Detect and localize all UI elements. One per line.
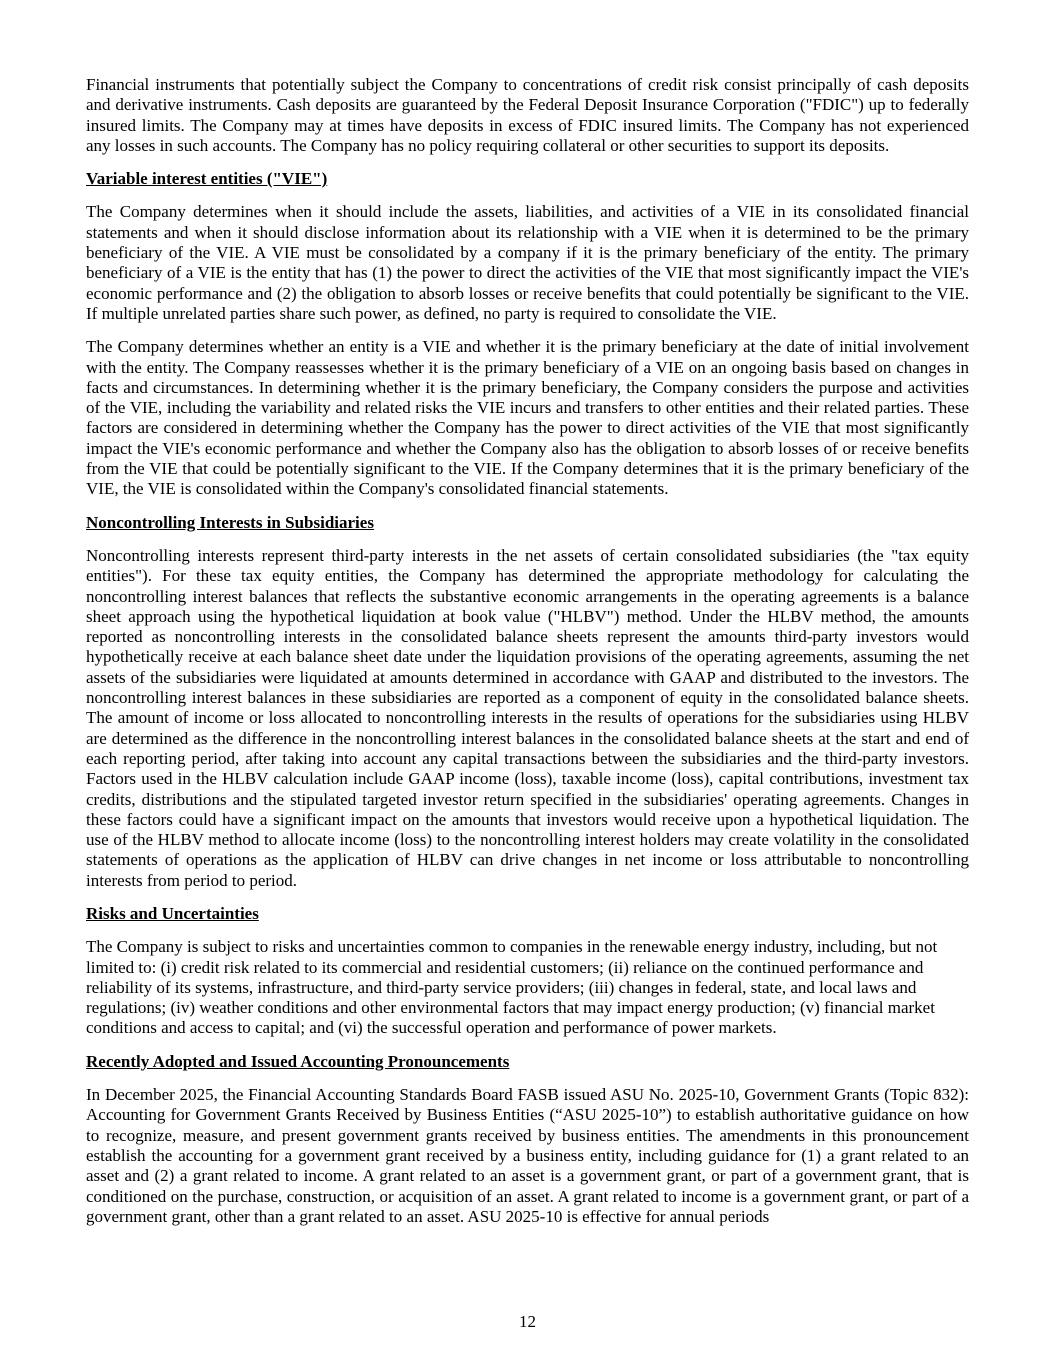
- heading-noncontrolling-interests: Noncontrolling Interests in Subsidiaries: [86, 512, 374, 532]
- paragraph-vie-consolidation-criteria: The Company determines when it should include the assets, liabilities, and activities of a VIE in its consolidated financial statements and when it should disclose information about its relationship with a VIE when it is determined to be the primary beneficiary of the VIE. A VIE must be consolidated by a company if it is the primary beneficiary of the entity. The primary beneficiary of a VIE is the entity that has (1) the power to direct the activities of the VIE that most significantly impact the VIE's economic performance and (2) the obligation to absorb losses or receive benefits that could potentially be significant to the VIE. If multiple unrelated parties share such power, as defined, no party is required to consolidate the VIE.: [86, 202, 969, 323]
- paragraph-credit-risk-concentrations: Financial instruments that potentially subject the Company to concentrations of credit risk consist principally of cash deposits and derivative instruments. Cash deposits are guaranteed by the Federal Deposit Insurance Corporation ("FDIC") up to federally insured limits. The Company may at times have deposits in excess of FDIC insured limits. The Company has not experienced any losses in such accounts. The Company has no policy requiring collateral or other securities to support its deposits.: [86, 75, 969, 155]
- paragraph-risks-and-uncertainties: The Company is subject to risks and uncertainties common to companies in the renewable energy industry, including, but not limited to: (i) credit risk related to its commercial and residential customers; (ii) reliance on the continued performance and reliability of its systems, infrastructure, and third-party service providers; (iii) changes in federal, state, and local laws and regulations; (iv) weather conditions and other environmental factors that may impact energy production; (v) financial market conditions and access to capital; and (vi) the successful operation and performance of power markets.: [86, 937, 938, 1038]
- paragraph-asu-2025-10-government-grants: In December 2025, the Financial Accounting Standards Board FASB issued ASU No. 2025-10, Government Grants (Topic 832): Accounting for Government Grants Received by Business Entities (“ASU 2025-10”) to establish authoritative guidance on how to recognize, measure, and present government grants received by business entities. The amendments in this pronouncement establish the accounting for a government grant received by a business entity, including guidance for (1) a grant related to an asset and (2) a grant related to income. A grant related to an asset is a government grant, or part of a government grant, that is conditioned on the purchase, construction, or acquisition of an asset. A grant related to income is a government grant, or part of a government grant, other than a grant related to an asset. ASU 2025-10 is effective for annual periods: [86, 1085, 969, 1226]
- document-page: [86, 75, 969, 1240]
- page-number: 12: [519, 1312, 536, 1331]
- heading-recently-adopted-pronouncements: Recently Adopted and Issued Accounting Pronouncements: [86, 1051, 510, 1071]
- heading-variable-interest-entities: Variable interest entities ("VIE"): [86, 169, 328, 189]
- paragraph-noncontrolling-interests-hlbv: Noncontrolling interests represent third-party interests in the net assets of certain consolidated subsidiaries (the "tax equity entities"). For these tax equity entities, the Company has determined the appropriate methodology for calculating the noncontrolling interest balances that reflects the substantive economic arrangements in the operating agreements is a balance sheet approach using the hypothetical liquidation at book value ("HLBV") method. Under the HLBV method, the amounts reported as noncontrolling interests in the consolidated balance sheets represent the amounts third-party investors would hypothetically receive at each balance sheet date under the liquidation provisions of the operating agreements, assuming the net assets of the subsidiaries were liquidated at amounts determined in accordance with GAAP and distributed to the investors. The noncontrolling interest balances in these subsidiaries are reported as a component of equity in the consolidated balance sheets. The amount of income or loss allocated to noncontrolling interests in the results of operations for the subsidiaries using HLBV are determined as the difference in the noncontrolling interest balances in the consolidated balance sheets at the start and end of each reporting period, after taking into account any capital transactions between the subsidiaries and the third-party investors. Factors used in the HLBV calculation include GAAP income (loss), taxable income (loss), capital contributions, investment tax credits, distributions and the stipulated targeted investor return specified in the subsidiaries' operating agreements. Changes in these factors could have a significant impact on the amounts that investors would receive upon a hypothetical liquidation. The use of the HLBV method to allocate income (loss) to the noncontrolling interest holders may create volatility in the consolidated statements of operations as the application of HLBV can drive changes in net income or loss attributable to noncontrolling interests from period to period.: [86, 545, 969, 890]
- paragraph-vie-primary-beneficiary-reassessment: The Company determines whether an entity is a VIE and whether it is the primary beneficiary at the date of initial involvement with the entity. The Company reassesses whether it is the primary beneficiary of a VIE on an ongoing basis based on changes in facts and circumstances. In determining whether it is the primary beneficiary, the Company considers the purpose and activities of the VIE, including the variability and related risks the VIE incurs and transfers to other entities and their related parties. These factors are considered in determining whether the Company has the power to direct activities of the VIE that most significantly impact the VIE's economic performance and whether the Company also has the obligation to absorb losses of or receive benefits from the VIE that could be potentially significant to the VIE. If the Company determines that it is the primary beneficiary of the VIE, the VIE is consolidated within the Company's consolidated financial statements.: [86, 337, 969, 499]
- heading-risks-and-uncertainties: Risks and Uncertainties: [86, 903, 259, 923]
